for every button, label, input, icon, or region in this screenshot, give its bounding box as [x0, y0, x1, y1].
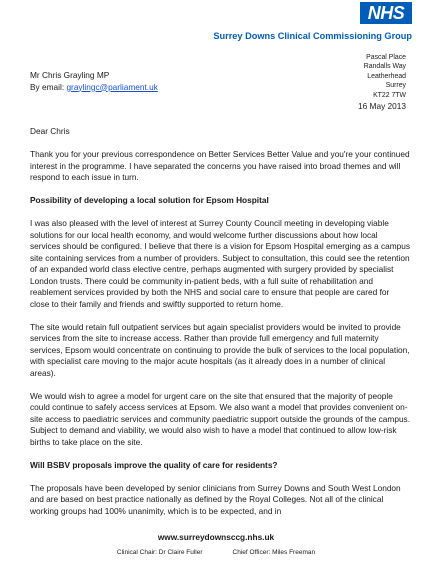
section-heading: Possibility of developing a local solution for Epsom Hospital — [30, 195, 269, 205]
address-line: Surrey — [385, 82, 406, 90]
body-paragraph: The proposals have been developed by senior clinicians from Surrey Downs and South West London and are based on best practice nationally as defined by the Royal Colleges. Not all of the clinical working groups had 100% unanimity, which is to be expected, and in — [30, 482, 401, 516]
chief-officer: Chief Officer: Miles Freeman — [232, 549, 316, 556]
email-label: By email: — [30, 81, 65, 92]
body-paragraph: The site would retain full outpatient services but again specialist providers would be invited to provide services from the site to increase access. Rather than provide full emergency and full maternity services, Epsom would concentrate on continuing to provide the bulk of services to the local population, with specialist care moving to the major acute hospitals (as it already does in a number of clinical areas). — [30, 321, 410, 378]
nhs-logo-text: NHS — [367, 2, 405, 23]
recipient-block — [30, 70, 158, 93]
section-heading: Will BSBV proposals improve the quality of care for residents? — [30, 459, 278, 470]
recipient-name: Mr Chris Grayling MP — [30, 70, 110, 80]
email-link[interactable]: graylingc@parliament.uk — [66, 81, 158, 92]
address-line: Leatherhead — [367, 72, 406, 80]
footer-officers — [0, 549, 432, 556]
recipient-email-line — [30, 82, 158, 94]
footer-website: www.surreydownsccg.nhs.uk — [157, 532, 275, 542]
letter-date: 16 May 2013 — [358, 101, 406, 111]
body-paragraph: We would wish to agree a model for urgent care on the site that ensured that the majority of people could continue to safely access services at Epsom. We also want a model that provides convenient on-site access to paediatric services and community paediatric support outside the grounds of the campus. Subject to demand and viability, we would also wish to have a model that continued to allow low-risk births to take place on the site. — [30, 390, 411, 447]
address-line: Pascal Place — [366, 54, 406, 61]
letter-body — [30, 126, 410, 529]
intro-paragraph: Thank you for your previous correspondence on Better Services Better Value and you're your continued interest in the programme. I have separated the concerns you have raised into broad themes and will respond to each issue in turn. — [30, 149, 410, 182]
clinical-chair: Clinical Chair: Dr Claire Fuller — [116, 549, 203, 556]
sender-address — [364, 53, 406, 100]
body-paragraph: I was also pleased with the level of interest at Surrey County Council meeting in developing viable solutions for our local health economy, and would welcome further discussions about how local services should be configured. I believe that there is a vision for Epsom Hospital emerging as a campus site containing services from a number of providers. Subject to consultation, this could see the retention of an expanded world class elective centre, perhaps augmented with surgery provided by specialist London trusts. There could be community in-patient beds, with a full suite of rehabilitation and reablement services provided by both the NHS and social care to ensure that people are cared for close to their family and friends and swiftly supported to return home. — [30, 218, 411, 309]
nhs-logo — [360, 2, 412, 24]
address-line: KT22 7TW — [373, 91, 406, 99]
address-line: Randalls Way — [363, 63, 406, 71]
salutation: Dear Chris — [30, 126, 70, 136]
organisation-name: Surrey Downs Clinical Commissioning Group — [213, 31, 412, 41]
